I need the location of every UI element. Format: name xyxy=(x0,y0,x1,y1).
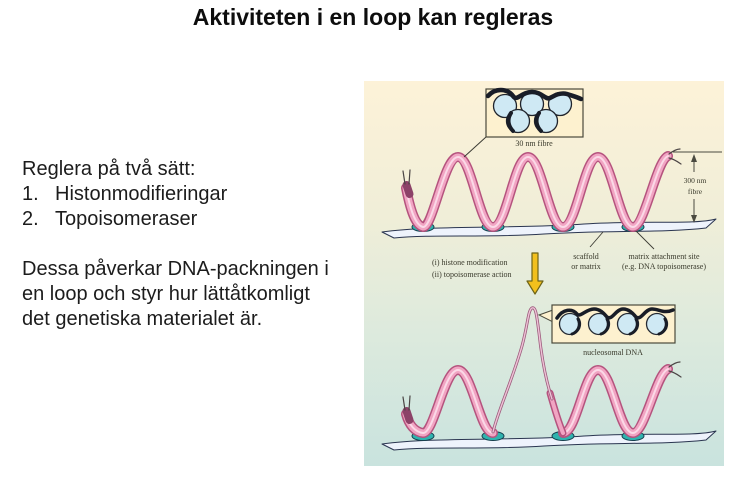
label-dna-topoisomerase: (e.g. DNA topoisomerase) xyxy=(622,262,706,271)
page-title: Aktiviteten i en loop kan regleras xyxy=(192,4,554,30)
list-text: Histonmodifieringar xyxy=(55,183,228,205)
label-scaffold: scaffold xyxy=(573,252,599,261)
fibre-end-band xyxy=(407,411,410,420)
label-topoisomerase-action: (ii) topoisomerase action xyxy=(432,270,512,279)
label-or-matrix: or matrix xyxy=(571,262,601,271)
list-item xyxy=(22,182,367,207)
body-paragraph xyxy=(22,257,367,332)
text-block xyxy=(22,157,367,332)
label-histone-modification: (i) histone modification xyxy=(432,258,508,267)
label-30nm-fibre: 30 nm fibre xyxy=(515,139,553,148)
list-text: Topoisomeraser xyxy=(55,208,198,230)
diagram-svg xyxy=(364,81,724,466)
label-300nm-fibre: fibre xyxy=(687,187,703,196)
list-number: 1. xyxy=(22,183,39,205)
list-number: 2. xyxy=(22,208,39,230)
paragraph-line: Dessa påverkar DNA-packningen i xyxy=(22,258,329,280)
intro-line: Reglera på två sätt: xyxy=(22,158,196,180)
label-300nm: 300 nm xyxy=(683,176,707,185)
paragraph-line: det genetiska materialet är. xyxy=(22,308,263,330)
fibre-end-band xyxy=(407,185,410,194)
paragraph-line: en loop och styr hur lättåtkomligt xyxy=(22,283,310,305)
label-matrix-attachment-site: matrix attachment site xyxy=(628,252,700,261)
chromatin-loop-diagram xyxy=(364,81,724,466)
list-item xyxy=(22,207,367,232)
label-nucleosomal-dna: nucleosomal DNA xyxy=(583,348,643,357)
